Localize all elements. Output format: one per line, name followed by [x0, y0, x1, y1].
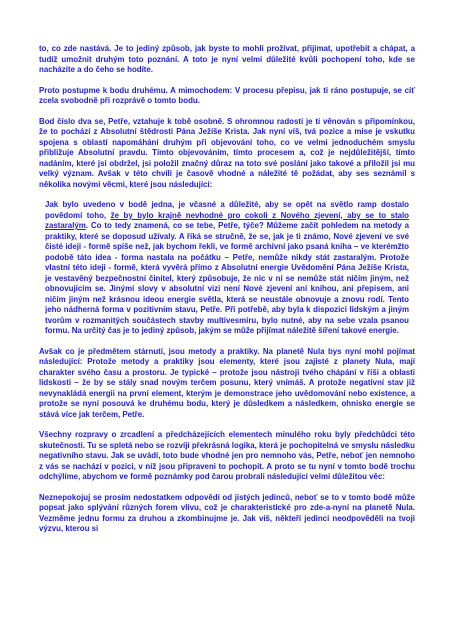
quote-text-start: Jak bylo uvedeno v bodě jedna, je včasné a důležité, aby se opět na světlo ramp dostalo povědomí toho, — [45, 200, 409, 220]
document-page — [39, 44, 415, 545]
paragraph-intro: to, co zde nastává. Je to jediný způsob, jak byste to mohli prožívat, přijímat, upotřebit a chápat, a tudíž umožnit druhým toto poznání. A toto je nyní velmi důležité kvůli pochopení toho, kde se nacházíte a do čeho se hodíte. — [39, 44, 415, 74]
quote-underlined-text: že by bylo krajně nevhodné pro cokoli z Nového zjevení, aby se to stalo zastaralým — [45, 210, 409, 230]
paragraph-responses: Neznepokojuj se prosím nedostatkem odpovědí od jistých jedinců, neboť se to v tomto bodě může popsat jako splývání různých forem vlivu, což je charakteristické pro zde-a-nyní na planetě Nula. Vezměme jednu formu za druhou a zkombinujme je. Jak víš, někteří jedinci neodpověděli na tvoji výzvu, kterou si — [39, 492, 415, 533]
paragraph-point-two: Bod číslo dva se, Petře, vztahuje k tobě osobně. S ohromnou radostí je ti věnován s připomínkou, že to pochází z Absolutní štědrosti Pána Ježíše Krista. Jak nyní víš, tvá pozice a mise je vskutku spojena s oblastí napomáhání druhým při objevování toho, co ve velmi jednoduchém smyslu přibližuje Absolutní pravdu. Tímto objevováním, tímto procesem a, což je nejdůležitější, tímto nadáním, které jsi obdržel, jsi položil značný důraz na toto své poslání jako takové a přiložil jsi mu velký význam. Avšak v této chvíli je časově vhodné a náležité tě požádat, aby ses seznámil s několika novými věcmi, které jsou následující: — [39, 116, 415, 189]
quote-text-end: . Co to tedy znamená, co se tebe, Petře, týče? Můžeme začít pohledem na metody a praktiky, které se doposud užívaly. A říká se stručně, že se, jak je ti známo, Nové zjevení ve své čisté ideji - formě spíše než, jak bychom řekli, ve formě archivní jako psaná kniha – ve kterémžto podobě táto idea - forma nastala na počátku – Petře, nemůže nikdy stát zastaralým. Protože vlastní této ideji - formě, která vyvěrá přímo z Absolutní energie Uvědomění Pána Ježíše Krista, je vestavěný bezpečnostní činitel, který způsobuje, že nic v ní se nemůže stát ničím jiným, než obnovujícím se. Jinými slovy v absolutní vizi není Nové zjevení ani knihou, ani přepisem, ani ničím jiným než krásnou ideou energie světla, která se neustále obnovuje a znovu rodí. Tento jeho nádherná forma v pozitivním stavu, Petře. Při potřebě, aby byla k dispozici lidským a jiným tvorům v rozmanitých součástech stavby multivesmíru, bylo nutné, aby na sebe vzala psanou formu. Na určitý čas je to jediný způsob, jakým se může přijímat náležitě šíření takové energie. — [45, 221, 409, 335]
paragraph-point-two-intro: Proto postupme k bodu druhému. A mimochodem: V procesu přepisu, jak ti ráno postupuje, se cíť zcela svobodně při rozprávě o tomto bodu. — [39, 85, 415, 105]
paragraph-mirroring: Všechny rozpravy o zrcadlení a předcházejících elementech minulého roku byly předchůdci této skutečnosti. Tu se spletá nebo se rozvíjí překrásná logika, která je pochopitelná ve smyslu následku negativního stavu. Jak se uvádí, toto bude vhodné jen pro nemnoho vás, Petře, neboť jen nemnoho z vás se nachází v pozici, v níž jsou připraveni to pochopit. A proto se tu nyní v tomto bodě trochu odchýlíme, abychom ve formě poznámky pod čarou probrali následující velmi důležitou věc: — [39, 430, 415, 481]
paragraph-indented-quote — [39, 200, 415, 337]
paragraph-methods-practices: Avšak co je předmětem stárnutí, jsou metody a praktiky. Na planetě Nula bys nyní mohl pojímat následující: Protože metody a praktiky jsou elementy, které jsou zajisté z planety Nula, mají charakter svého času a prostoru. Je typické – protože jsou nástroji tvého chápání v říši a oblasti lidskosti – že by se stály snad novým terčem posunu, který vnímáš. A protože negativní stav již nevynakládá energii na první element, kterým je demonstrace jeho uvědomování nebo existence, a protože se nyní posouvá ke druhému bodu, který je důsledkem a následkem, ohnisko energie se stává více jak terčem, Petře. — [39, 346, 415, 419]
